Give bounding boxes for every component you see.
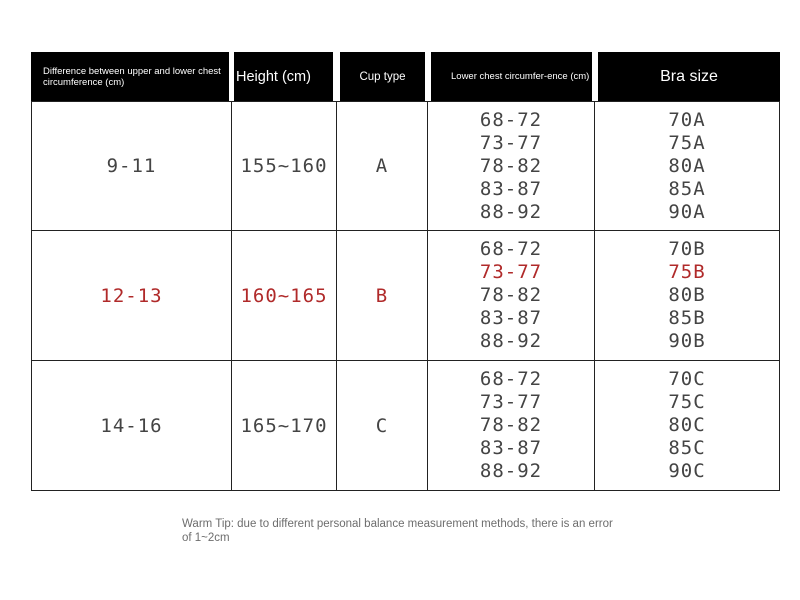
warm-tip-note: Warm Tip: due to different personal balance measurement methods, there is an error of 1~2cm [182,518,613,544]
bra-size-value: 70C [668,368,706,390]
bra-size-value: 90A [668,200,706,223]
header-height [234,52,333,101]
header-difference-label: Difference between upper and lower chest circumference (cm) [43,65,221,88]
cell-bra-size-list [595,231,779,360]
header-lower-chest-label: Lower chest circumfer-ence (cm) [451,71,590,82]
bra-size-value: 80C [668,414,706,436]
lower-chest-value: 88-92 [479,460,543,482]
cell-lower-chest-list [428,361,594,490]
header-difference [31,52,229,101]
cell-difference: 14-16 [100,414,163,437]
cell-difference-highlighted: 12-13 [100,284,163,307]
header-bra-size [598,52,780,101]
bra-size-value: 85A [668,177,706,200]
header-cup-type [340,52,425,101]
header-bra-size-label: Bra size [660,67,718,85]
cell-cup-type-highlighted: B [375,284,389,307]
lower-chest-value: 68-72 [479,238,543,260]
lower-chest-value: 73-77 [479,131,543,154]
lower-chest-value: 88-92 [479,200,543,223]
bra-size-value: 75A [668,131,706,154]
lower-chest-value-highlighted: 73-77 [479,261,543,283]
lower-chest-value: 83-87 [479,437,543,459]
lower-chest-value: 83-87 [479,307,543,329]
cell-lower-chest-list [428,231,594,360]
lower-chest-value: 73-77 [479,391,543,413]
cell-height: 155~160 [240,155,328,177]
bra-size-value: 90B [668,330,706,352]
lower-chest-value: 78-82 [479,154,543,177]
lower-chest-value: 68-72 [479,108,543,131]
bra-size-value: 90C [668,460,706,482]
header-lower-chest [431,52,592,101]
header-height-label: Height (cm) [236,68,311,85]
header-cup-type-label: Cup type [359,70,406,83]
bra-size-value: 85B [668,307,706,329]
cell-difference: 9-11 [106,155,157,177]
bra-size-value: 80A [668,154,706,177]
lower-chest-value: 68-72 [479,368,543,390]
bra-size-value: 70B [668,238,706,260]
lower-chest-value: 83-87 [479,177,543,200]
cell-bra-size-list [595,361,779,490]
bra-size-value-highlighted: 75B [668,261,706,283]
bra-size-value: 75C [668,391,706,413]
cell-cup-type: C [375,414,389,437]
cell-height: 165~170 [240,414,328,437]
cell-lower-chest-list [428,102,594,230]
lower-chest-value: 88-92 [479,330,543,352]
bra-size-value: 70A [668,108,706,131]
cell-cup-type: A [375,155,389,177]
cell-bra-size-list [595,102,779,230]
row-divider [31,490,780,491]
size-table [31,101,780,491]
bra-size-value: 85C [668,437,706,459]
lower-chest-value: 78-82 [479,284,543,306]
lower-chest-value: 78-82 [479,414,543,436]
bra-size-value: 80B [668,284,706,306]
cell-height-highlighted: 160~165 [240,284,328,307]
column-divider [779,101,780,491]
